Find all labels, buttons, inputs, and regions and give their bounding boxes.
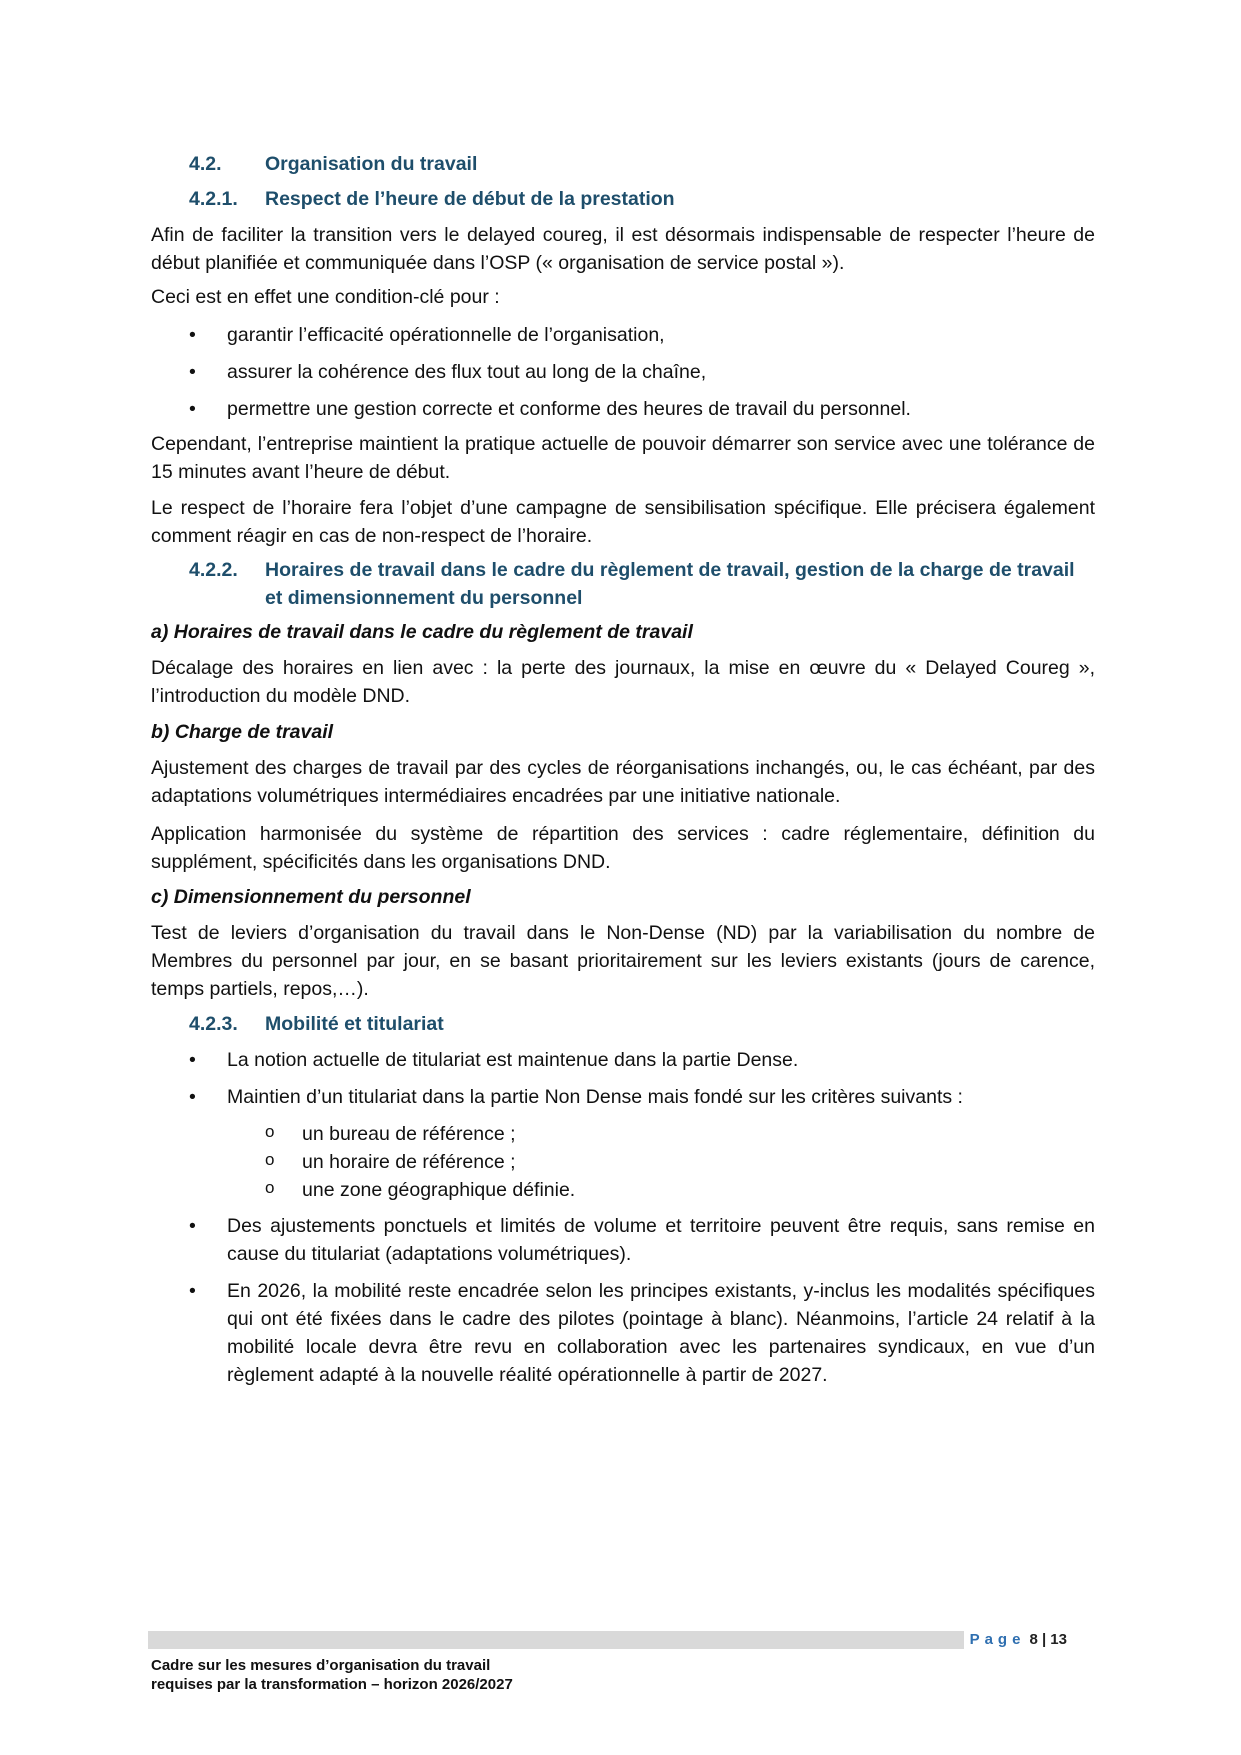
page-number (964, 1631, 1073, 1649)
list-item: • La notion actuelle de titulariat est maintenue dans la partie Dense. (151, 1046, 1095, 1074)
bullet-list-mobility (151, 1046, 1095, 1111)
footer-line: Cadre sur les mesures d’organisation du travail (151, 1657, 491, 1674)
list-item: • permettre une gestion correcte et conforme des heures de travail du personnel. (151, 395, 1095, 423)
section-number: 4.2.1. (189, 188, 238, 210)
footer-line: requises par la transformation – horizon 2026/2027 (151, 1676, 513, 1693)
bullet-list-conditions (151, 321, 1095, 423)
page-label: Page (969, 1631, 1026, 1648)
page-count: 8 | 13 (1029, 1631, 1067, 1648)
list-item: • Des ajustements ponctuels et limités de volume et territoire peuvent être requis, sans remise en cause du titulariat (adaptations volumétriques). (151, 1212, 1095, 1268)
section-title: Organisation du travail (265, 153, 478, 175)
bullet-list-adjustments (151, 1212, 1095, 1389)
sublist-item: o un horaire de référence ; (151, 1148, 1095, 1176)
document-body (151, 150, 1095, 1389)
footer-document-title (151, 1656, 513, 1694)
sublist-item: o une zone géographique définie. (151, 1176, 1095, 1204)
list-item: • assurer la cohérence des flux tout au long de la chaîne, (151, 358, 1095, 386)
paragraph-tolerance: Cependant, l’entreprise maintient la pratique actuelle de pouvoir démarrer son service avec une tolérance de 15 minutes avant l’heure de début. (151, 433, 1095, 483)
paragraph-b2: Application harmonisée du système de répartition des services : cadre réglementaire, définition du supplément, spécificités dans les organisations DND. (151, 823, 1095, 873)
subheading-c: c) Dimensionnement du personnel (151, 886, 471, 908)
section-number: 4.2.2. (189, 559, 238, 581)
section-number: 4.2. (189, 153, 222, 175)
paragraph-campaign: Le respect de l’horaire fera l’objet d’une campagne de sensibilisation spécifique. Elle précisera également comment réagir en cas de non-respect de l’horaire. (151, 497, 1095, 547)
section-number: 4.2.3. (189, 1013, 238, 1035)
section-title: Mobilité et titulariat (265, 1013, 444, 1035)
paragraph-intro: Afin de faciliter la transition vers le delayed coureg, il est désormais indispensable de respecter l’heure de début planifiée et communiquée dans l’OSP (« organisation de service postal »). (151, 224, 1095, 274)
section-title: Respect de l’heure de début de la prestation (265, 188, 675, 210)
paragraph-condition: Ceci est en effet une condition-clé pour : (151, 286, 500, 308)
list-item: • En 2026, la mobilité reste encadrée selon les principes existants, y-inclus les modalités spécifiques qui ont été fixées dans le cadre des pilotes (pointage à blanc). Néanmoins, l’article 24 relatif à la mobilité locale devra être revu en collaboration avec les partenaires syndicaux, en vue d’un règlement adapté à la nouvelle réalité opérationnelle à partir de 2027. (151, 1277, 1095, 1389)
sublist-criteria (151, 1120, 1095, 1204)
footer-bar (148, 1631, 1073, 1649)
section-heading-4-2-2 (151, 556, 1095, 612)
paragraph-c: Test de leviers d’organisation du travail dans le Non-Dense (ND) par la variabilisation du nombre de Membres du personnel par jour, en se basant prioritairement sur les leviers existants (jours de carence, temps partiels, repos,…). (151, 922, 1095, 1000)
paragraph-b1: Ajustement des charges de travail par des cycles de réorganisations inchangés, ou, le cas échéant, par des adaptations volumétriques intermédiaires encadrées par une initiative nationale. (151, 757, 1095, 807)
section-title: Horaires de travail dans le cadre du règlement de travail, gestion de la charge de travail et dimensionnement du personnel (265, 559, 1075, 609)
list-item: • garantir l’efficacité opérationnelle de l’organisation, (151, 321, 1095, 349)
section-heading-4-2 (151, 150, 1095, 178)
subheading-b: b) Charge de travail (151, 721, 334, 743)
paragraph-a: Décalage des horaires en lien avec : la perte des journaux, la mise en œuvre du « Delayed Coureg », l’introduction du modèle DND. (151, 657, 1095, 707)
section-heading-4-2-1 (151, 185, 1095, 213)
subheading-a: a) Horaires de travail dans le cadre du règlement de travail (151, 621, 693, 643)
sublist-item: o un bureau de référence ; (151, 1120, 1095, 1148)
list-item: • Maintien d’un titulariat dans la partie Non Dense mais fondé sur les critères suivants : (151, 1083, 1095, 1111)
section-heading-4-2-3 (151, 1010, 1095, 1038)
